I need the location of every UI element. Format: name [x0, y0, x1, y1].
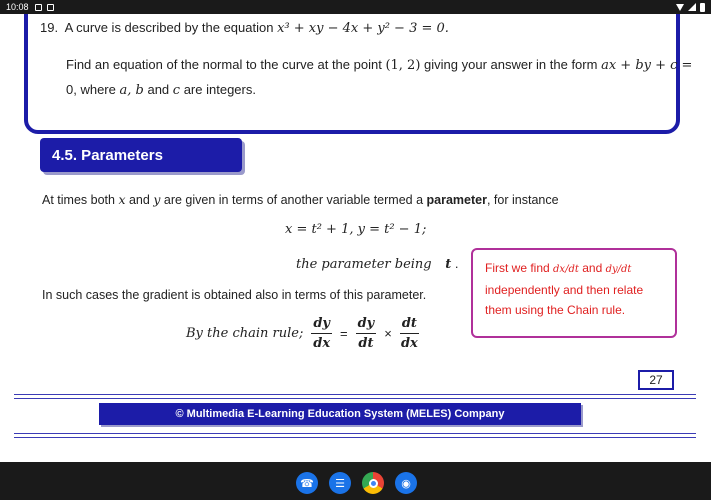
- note-box: [471, 248, 677, 338]
- status-bar: [0, 0, 711, 14]
- question-line-1: 19. A curve is described by the equation x³ + xy − 4x + y² − 3 = 0.: [40, 20, 449, 36]
- taskbar: [0, 462, 711, 500]
- parameter-term: parameter: [426, 193, 487, 207]
- curve-equation: x³ + xy − 4x + y² − 3 = 0.: [277, 21, 449, 36]
- parametric-equations: x = t² + 1, y = t² − 1;: [285, 222, 427, 237]
- wifi-icon: [676, 4, 684, 11]
- dy-dt-fraction: $\frac{dy}{dt}$: [357, 316, 375, 351]
- gradient-text: In such cases the gradient is obtained also in terms of this parameter.: [42, 288, 427, 302]
- battery-icon: [700, 3, 705, 12]
- notification-icon: [35, 4, 42, 11]
- note-line-2: independently and then relate: [485, 283, 644, 297]
- page-number: 27: [638, 370, 674, 390]
- document-page[interactable]: [0, 14, 711, 462]
- point: (1, 2): [385, 58, 421, 73]
- question-line-2: Find an equation of the normal to the curve at the point (1, 2) giving your answer in the form ax + by + c =: [66, 57, 693, 73]
- note-line-3: them using the Chain rule.: [485, 303, 626, 317]
- signal-icon: [688, 3, 696, 11]
- dt-dx-fraction: $\frac{dt}{dx}$: [400, 316, 418, 351]
- dy-dx-fraction: $\frac{dy}{dx}$: [313, 316, 331, 351]
- chrome-icon[interactable]: [362, 472, 384, 494]
- answer-form: ax + by + c =: [601, 58, 693, 73]
- storage-icon: [47, 4, 54, 11]
- chain-rule-label: By the chain rule;: [186, 326, 304, 341]
- section-title: 4.5. Parameters: [40, 138, 242, 172]
- messages-icon[interactable]: ☰: [329, 472, 351, 494]
- question-number: 19.: [40, 20, 59, 35]
- parameter-t: t: [445, 257, 452, 272]
- note-line-1: First we find dx/dt and dy/dt: [485, 261, 632, 275]
- parameter-line: the parameter being t .: [296, 256, 459, 272]
- question-line-3: 0, where a, b and c are integers.: [66, 82, 256, 98]
- phone-icon[interactable]: ☎: [296, 472, 318, 494]
- intro-text: At times both x and y are given in terms of another variable termed a parameter, for instance: [42, 192, 559, 207]
- footer-bar: © Multimedia E-Learning Education System (MELES) Company: [99, 403, 581, 425]
- divider: [14, 398, 696, 399]
- divider: [14, 437, 696, 438]
- divider: [14, 433, 696, 434]
- divider: [14, 394, 696, 395]
- camera-icon[interactable]: ◉: [395, 472, 417, 494]
- status-time: 10:08: [6, 2, 29, 12]
- chain-rule: By the chain rule; $\frac{dy}{dx}$ = $\frac{dy}{dt}$ × $\frac{dt}{dx}$: [186, 316, 418, 351]
